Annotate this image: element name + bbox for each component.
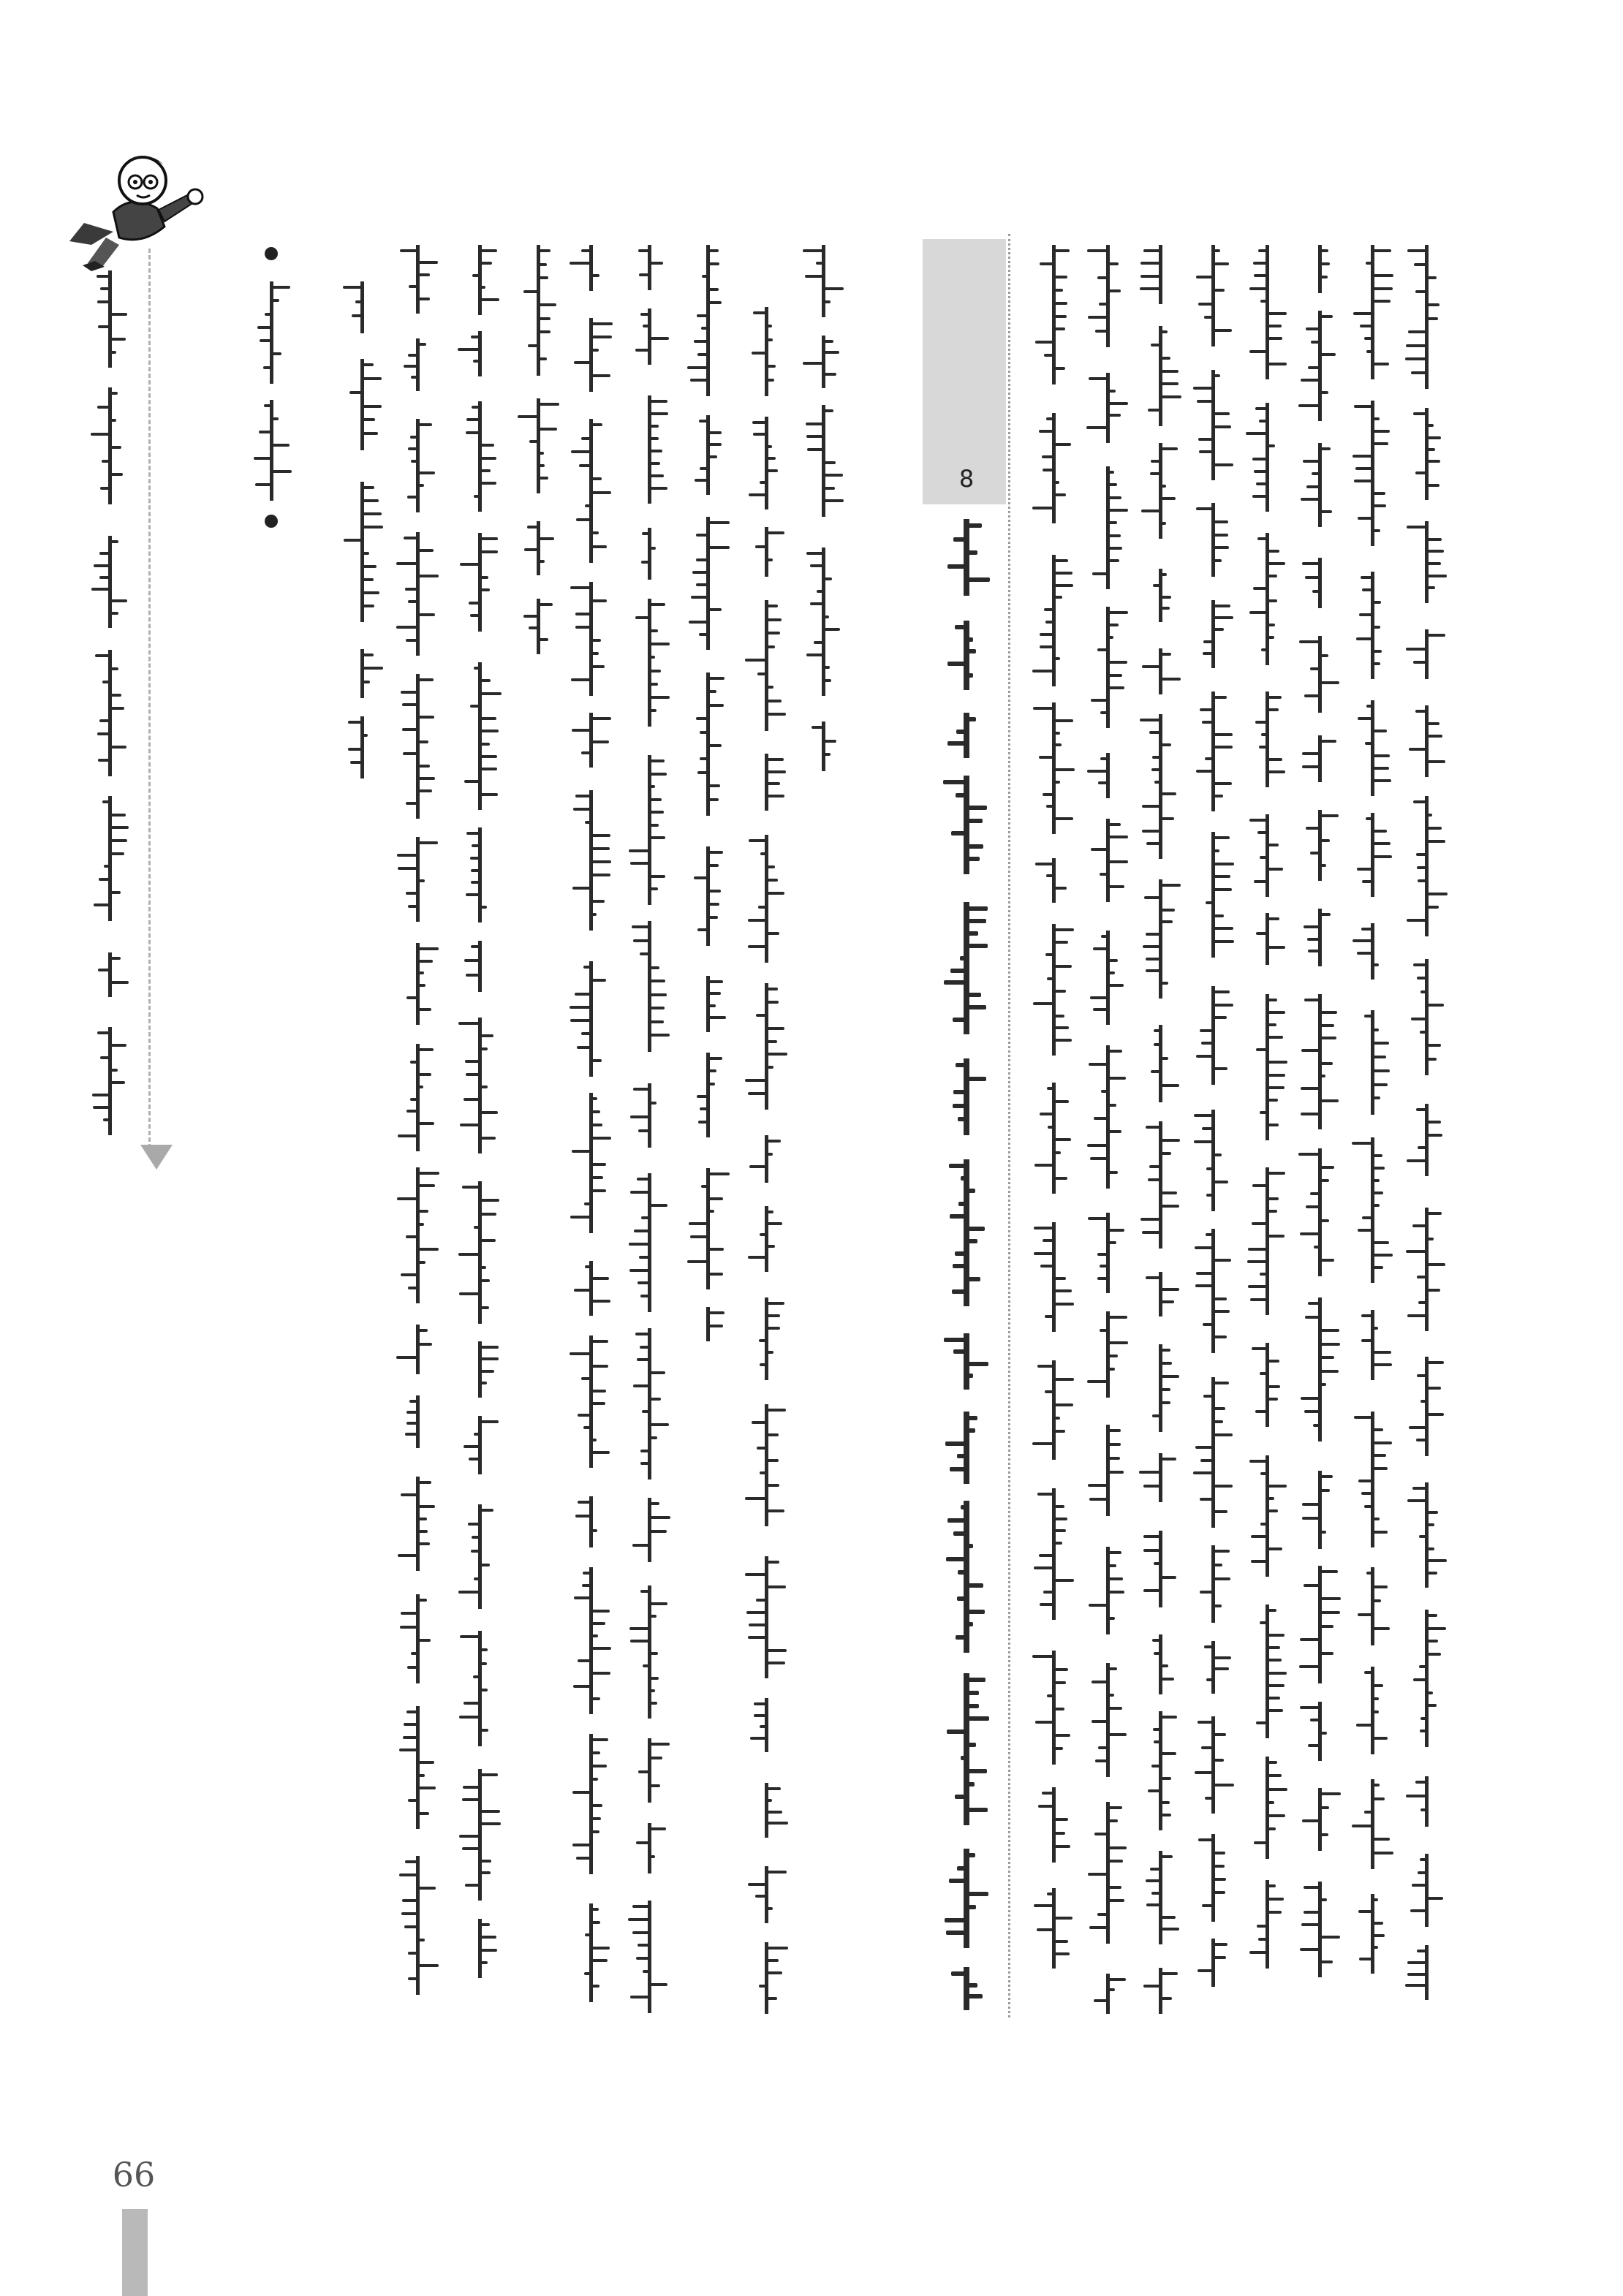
script-word [1089,1425,1126,1516]
script-word [461,401,499,512]
script-word [1142,569,1179,622]
script-word [689,1307,727,1341]
script-word [1301,994,1338,1129]
script-word [689,415,727,495]
bullet-dot-icon [265,515,278,528]
script-word [630,921,668,1052]
script-word [398,1706,436,1829]
script-word [1354,1894,1391,1974]
script-word [945,776,988,874]
script-word [1195,1834,1231,1922]
body-text-column [344,281,380,778]
script-word [1301,443,1338,527]
script-word [1089,607,1126,728]
title-dotted-divider [1008,234,1010,2017]
script-word [1408,959,1445,1075]
script-word [94,650,126,776]
script-word [572,961,610,1077]
script-word [1408,1776,1445,1827]
script-word [1249,533,1285,665]
script-word [461,1919,499,1978]
script-word [398,419,436,512]
script-word [1301,1297,1338,1441]
script-word [1035,1888,1072,1969]
script-word [1249,403,1285,512]
script-word [1301,1788,1338,1851]
script-word [689,976,727,1032]
script-word [689,245,727,396]
script-word [630,1328,668,1479]
script-word [1408,408,1445,500]
script-word [1089,819,1126,902]
script-word [945,519,988,596]
script-word [689,672,727,816]
script-word [747,1206,785,1272]
script-word [1354,572,1391,679]
script-word [804,721,842,771]
script-word [630,1173,668,1312]
body-text-column [689,245,727,1341]
script-word [1301,311,1338,421]
script-word [1408,1945,1445,2000]
script-word [1249,1167,1285,1315]
script-word [804,405,842,517]
script-word [945,1501,988,1653]
script-word [945,1159,988,1306]
script-word [1089,245,1126,347]
script-word [747,1297,785,1380]
script-word [1408,245,1445,389]
script-word [1035,1083,1072,1194]
script-word [94,1027,126,1135]
script-word [1089,1311,1126,1398]
script-word [1195,1716,1231,1814]
script-word [1195,1377,1231,1528]
script-word [1354,1412,1391,1547]
script-word [747,307,785,396]
script-word [747,1698,785,1752]
script-word [461,331,499,376]
script-word [1301,1148,1338,1276]
script-word [1301,245,1338,293]
script-word [630,1823,668,1873]
page-edge-tab [122,2209,148,2296]
script-word [945,713,988,758]
script-word [804,336,842,388]
text-column [1035,245,1072,2014]
script-word [519,599,557,654]
script-word [747,1556,785,1678]
script-word [1354,1010,1391,1115]
script-word [1249,1455,1285,1577]
script-word [747,600,785,731]
script-word [689,517,727,650]
text-column [1249,245,1285,2014]
script-word [461,827,499,922]
script-word [747,1866,785,1923]
script-word [630,308,668,365]
script-word [572,1335,610,1468]
script-word [945,1967,988,2010]
script-word [1089,466,1126,589]
script-word [1089,1663,1126,1777]
script-word [630,599,668,727]
script-word [1301,1566,1338,1683]
script-word [945,1673,988,1825]
script-word [1354,1567,1391,1645]
body-text-column [572,245,610,2014]
script-word [344,649,380,698]
script-word [1089,1213,1126,1293]
script-word [398,1395,436,1448]
script-word [94,796,126,921]
script-word [572,419,610,563]
script-word [398,338,436,391]
script-word [1354,1779,1391,1869]
script-word [1408,1357,1445,1456]
script-word [1249,245,1285,379]
script-word [945,621,988,690]
script-word [1142,1851,1179,1944]
script-word [1035,1651,1072,1765]
script-word [1142,1272,1179,1316]
script-word [344,482,380,622]
script-word [630,245,668,290]
body-text-column [630,245,668,2014]
script-word [1408,1104,1445,1176]
script-word [1035,924,1072,1056]
body-text-column [398,245,436,2014]
header-dashed-rule [148,249,151,1155]
script-word [252,281,290,384]
script-word [572,790,610,931]
script-word [1249,994,1285,1140]
script-word [461,1504,499,1609]
script-word [1249,913,1285,965]
script-word [1089,753,1126,798]
script-word [1408,1610,1445,1747]
script-word [1195,1110,1231,1211]
script-word [344,359,380,450]
script-word [1089,1802,1126,1944]
text-column [1089,245,1126,2014]
script-word [630,755,668,905]
script-word [1142,1025,1179,1102]
script-word [461,941,499,992]
script-word [1089,1045,1126,1189]
script-word [461,533,499,632]
script-word [572,1903,610,2002]
triangle-down-icon [140,1145,173,1170]
script-word [747,1942,785,2014]
script-word [630,1498,668,1562]
script-word [572,245,610,291]
script-word [804,548,842,696]
script-word [1142,443,1179,539]
script-word [630,1901,668,2013]
script-word [1035,1222,1072,1332]
script-word [630,1585,668,1719]
script-word [1035,245,1072,384]
script-word [945,1412,988,1484]
script-word [1354,1667,1391,1754]
script-word [1301,1702,1338,1761]
cartoon-boy-with-glasses-flying-icon [62,135,230,274]
script-word [1301,909,1338,966]
script-word [1249,1604,1285,1738]
script-word [1301,735,1338,782]
script-word [747,527,785,577]
script-word [1249,1343,1285,1427]
script-word [630,395,668,504]
script-word [747,1783,785,1838]
script-word [1089,931,1126,1025]
script-word [1408,705,1445,777]
script-word [94,270,126,368]
script-word [1195,1229,1231,1353]
script-word [572,1496,610,1547]
script-word [572,318,610,392]
script-word [1354,245,1391,379]
script-word [572,1093,610,1233]
section-number: 8 [958,465,975,493]
script-word [1354,1310,1391,1380]
section-title-column [945,519,988,2010]
script-word [398,1594,436,1683]
script-word [398,1856,436,1995]
script-word [252,400,290,501]
script-word [1354,923,1391,980]
script-word [1195,1545,1231,1623]
script-word [945,1849,988,1948]
script-word [1249,692,1285,787]
script-word [1195,245,1231,346]
script-word [630,1738,668,1803]
script-word [398,245,436,314]
script-word [572,1261,610,1316]
script-word [1142,1121,1179,1249]
script-word [747,1135,785,1183]
script-word [461,1341,499,1398]
script-word [689,1053,727,1137]
script-word [1142,245,1179,304]
script-word [1301,558,1338,608]
script-word [519,398,557,493]
script-word [1142,1634,1179,1694]
script-word [572,582,610,696]
bullet-text-column [252,281,290,501]
script-word [398,1044,436,1151]
script-word [747,1404,785,1526]
script-word [1195,692,1231,811]
script-word [572,713,610,768]
script-word [1195,832,1231,958]
script-word [1249,1880,1285,1969]
script-word [461,662,499,810]
script-word [1195,503,1231,577]
script-word [1195,1939,1231,1987]
script-word [1301,810,1338,881]
text-column [1408,245,1445,2014]
text-column [1301,245,1338,2014]
script-word [1408,521,1445,603]
script-word [1142,648,1179,694]
script-word [1301,1882,1338,1977]
script-word [630,1083,668,1148]
script-word [1142,1344,1179,1432]
script-word [1408,1482,1445,1588]
script-word [1354,813,1391,897]
script-word [1301,636,1338,713]
script-word [572,1567,610,1714]
script-word [398,1325,436,1374]
script-word [398,837,436,922]
script-word [1142,1711,1179,1830]
script-word [572,1734,610,1874]
script-word [1035,1488,1072,1620]
script-word [689,1168,727,1289]
script-word [94,952,126,997]
script-word [630,528,668,580]
script-word [804,245,842,317]
script-word [1195,986,1231,1085]
script-word [461,245,499,315]
script-word [461,1018,499,1153]
script-word [1408,1208,1445,1331]
script-word [1408,1854,1445,1927]
script-word [1249,814,1285,897]
body-text-column [519,245,557,654]
script-word [1142,326,1179,426]
script-word [945,1333,988,1390]
script-word [344,281,380,333]
script-word [1089,1974,1126,2014]
page-number: 66 [112,2155,156,2194]
script-word [398,943,436,1025]
script-word [461,1181,499,1324]
script-word [1035,413,1072,523]
script-word [398,674,436,819]
text-column [1142,245,1179,2014]
script-word [461,1416,499,1474]
script-word [1035,555,1072,686]
script-word [344,716,380,778]
script-word [1408,629,1445,679]
script-word [1354,401,1391,546]
script-word [1195,1641,1231,1694]
script-word [747,754,785,811]
script-word [398,1477,436,1571]
script-word [519,521,557,575]
script-word [945,902,988,1034]
script-word [1035,1360,1072,1460]
script-word [1354,700,1391,796]
script-word [747,417,785,509]
script-word [1408,796,1445,936]
script-word [945,1058,988,1135]
script-word [747,983,785,1110]
script-word [1301,1471,1338,1549]
script-word [1142,1531,1179,1607]
script-word [1089,373,1126,443]
script-word [1354,1137,1391,1283]
script-word [1195,600,1231,668]
script-word [689,846,727,946]
running-header-text [94,270,126,1140]
script-word [1035,702,1072,834]
script-word [461,1631,499,1746]
body-text-column [461,245,499,2014]
script-word [398,532,436,656]
text-column [1195,245,1231,2014]
body-text-column [804,245,842,771]
script-word [1142,1453,1179,1502]
script-word [94,536,126,628]
bullet-dot-icon [265,247,278,260]
script-word [747,835,785,963]
script-word [1035,858,1072,903]
body-text-column [747,307,785,2014]
script-word [1142,879,1179,999]
script-word [461,1769,499,1901]
script-word [1035,1787,1072,1863]
script-word [1142,714,1179,859]
script-word [519,245,557,376]
script-word [1195,370,1231,480]
script-word [1249,1757,1285,1859]
text-column [1354,245,1391,2014]
script-word [94,387,126,504]
script-word [1089,1547,1126,1634]
script-word [1142,1968,1179,2014]
script-word [398,1167,436,1303]
